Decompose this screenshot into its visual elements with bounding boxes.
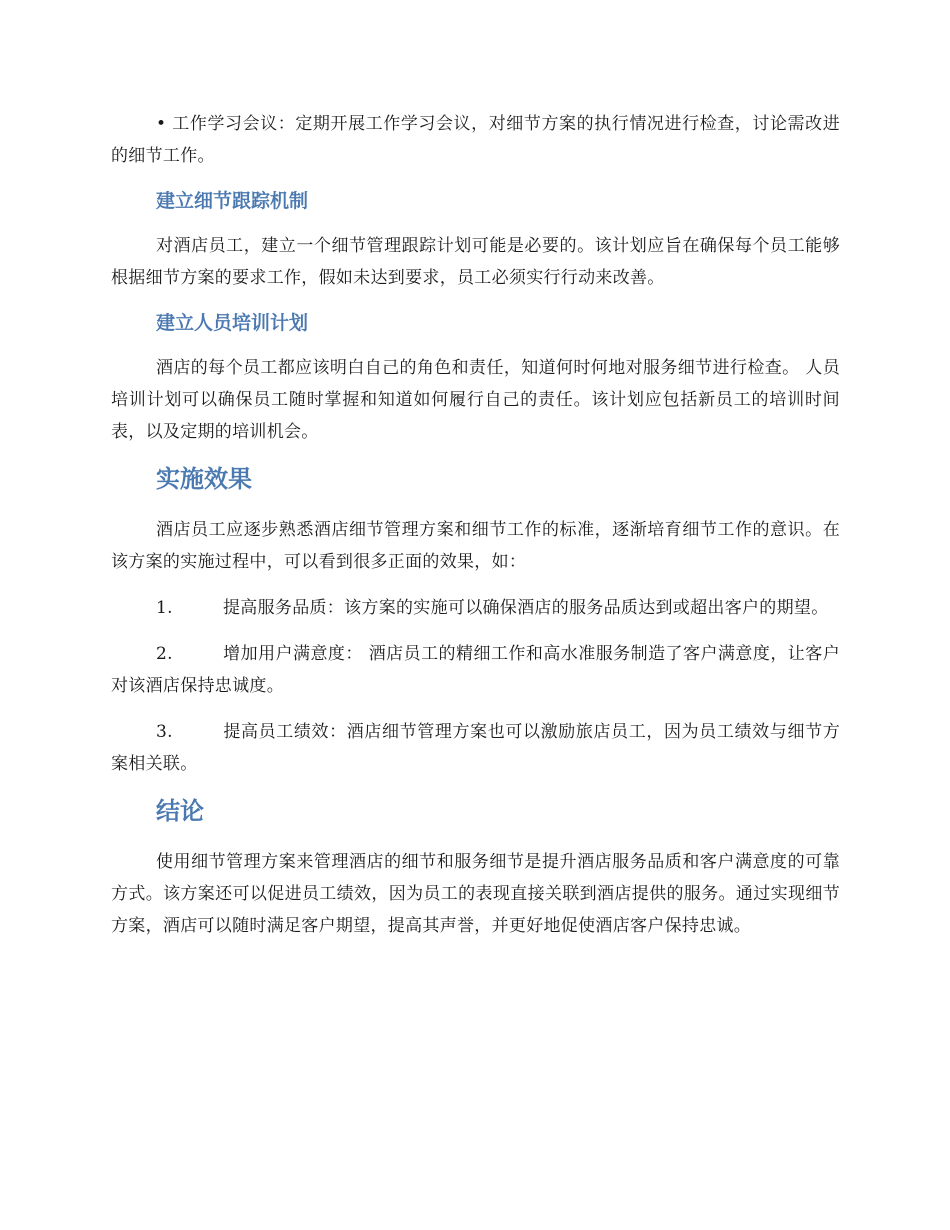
list-item-number: 3. — [156, 722, 173, 742]
list-item-text: 提高服务品质：该方案的实施可以确保酒店的服务品质达到或超出客户的期望。 — [223, 598, 829, 618]
list-item — [111, 592, 840, 624]
effects-heading: 实施效果 — [156, 465, 252, 493]
training-paragraph: 酒店的每个员工都应该明白自己的角色和责任，知道何时何地对服务细节进行检查。 人员培训计划可以确保员工随时掌握和知道如何履行自己的责任。该计划应包括新员工的培训时间表，以及定期的培训机会。 — [111, 358, 840, 442]
tracking-heading: 建立细节跟踪机制 — [156, 190, 309, 212]
list-item — [111, 716, 840, 780]
effects-intro-paragraph: 酒店员工应逐步熟悉酒店细节管理方案和细节工作的标准，逐渐培育细节工作的意识。在该方案的实施过程中，可以看到很多正面的效果，如： — [111, 520, 840, 572]
tracking-paragraph: 对酒店员工，建立一个细节管理跟踪计划可能是必要的。该计划应旨在确保每个员工能够根据细节方案的要求工作，假如未达到要求，员工必须实行行动来改善。 — [111, 236, 840, 288]
list-item — [111, 638, 840, 702]
conclusion-heading: 结论 — [156, 797, 204, 825]
list-item-number: 1. — [156, 598, 173, 618]
list-item-number: 2. — [156, 644, 173, 664]
list-item-text: 提高员工绩效：酒店细节管理方案也可以激励旅店员工，因为员工绩效与细节方案相关联。 — [111, 722, 840, 774]
meeting-bullet-paragraph: • 工作学习会议：定期开展工作学习会议，对细节方案的执行情况进行检查，讨论需改进的细节工作。 — [111, 114, 840, 166]
training-heading: 建立人员培训计划 — [156, 312, 309, 334]
list-item-text: 增加用户满意度： 酒店员工的精细工作和高水准服务制造了客户满意度，让客户对该酒店保持忠诚度。 — [111, 644, 840, 696]
conclusion-paragraph: 使用细节管理方案来管理酒店的细节和服务细节是提升酒店服务品质和客户满意度的可靠方式。该方案还可以促进员工绩效，因为员工的表现直接关联到酒店提供的服务。通过实现细节方案，酒店可以随时满足客户期望，提高其声誉，并更好地促使酒店客户保持忠诚。 — [111, 852, 840, 936]
